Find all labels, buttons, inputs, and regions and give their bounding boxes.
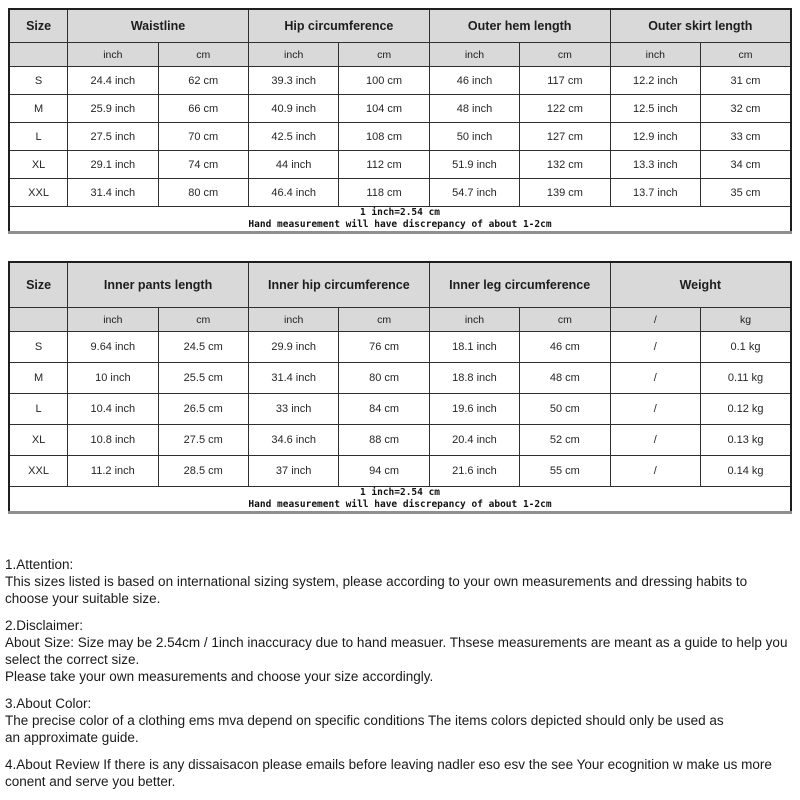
unit-header-cell [9, 308, 68, 332]
measurement-cell: 42.5 inch [248, 123, 338, 151]
unit-header-cell: inch [68, 308, 158, 332]
measurement-cell: 29.9 inch [248, 332, 338, 363]
column-group-header-row [9, 9, 791, 43]
measurement-cell: 18.1 inch [429, 332, 519, 363]
size-label-cell: L [9, 123, 68, 151]
measurement-cell: 10.8 inch [68, 425, 158, 456]
column-group-header: Weight [610, 262, 791, 308]
measurement-cell: 55 cm [520, 456, 610, 487]
measurement-cell: 104 cm [339, 95, 429, 123]
measurement-cell: 31.4 inch [248, 363, 338, 394]
measurement-cell: 46.4 inch [248, 179, 338, 207]
outer-size-table [8, 8, 792, 234]
size-label-cell: S [9, 332, 68, 363]
measurement-cell: 31.4 inch [68, 179, 158, 207]
measurement-cell: 10 inch [68, 363, 158, 394]
unit-header-cell: inch [429, 308, 519, 332]
unit-header-row [9, 43, 791, 67]
note-paragraph [5, 556, 792, 607]
measurement-cell: 27.5 cm [158, 425, 248, 456]
measurement-cell: 46 inch [429, 67, 519, 95]
inner-size-table [8, 261, 792, 514]
column-group-header: Inner hip circumference [248, 262, 429, 308]
unit-header-cell: inch [248, 308, 338, 332]
measurement-cell: 44 inch [248, 151, 338, 179]
note-paragraph [5, 756, 792, 790]
column-group-header: Inner pants length [68, 262, 249, 308]
measurement-cell: 48 cm [520, 363, 610, 394]
measurement-cell: 33 cm [700, 123, 791, 151]
measurement-cell: 139 cm [520, 179, 610, 207]
measurement-cell: 33 inch [248, 394, 338, 425]
conversion-note-line: 1 inch=2.54 cm [359, 207, 441, 218]
note-line: 2.Disclaimer: [5, 618, 84, 633]
measurement-cell: 62 cm [158, 67, 248, 95]
conversion-note-cell [9, 207, 791, 233]
measurement-cell: 25.9 inch [68, 95, 158, 123]
unit-header-cell: inch [610, 43, 700, 67]
notes-section [0, 556, 800, 790]
unit-header-cell: inch [68, 43, 158, 67]
measurement-cell: 94 cm [339, 456, 429, 487]
measurement-cell: 11.2 inch [68, 456, 158, 487]
measurement-cell: 13.3 inch [610, 151, 700, 179]
unit-header-cell: cm [700, 43, 791, 67]
table-spacer [0, 234, 800, 261]
measurement-cell: 112 cm [339, 151, 429, 179]
measurement-cell: 52 cm [520, 425, 610, 456]
measurement-cell: 34.6 inch [248, 425, 338, 456]
measurement-cell: 46 cm [520, 332, 610, 363]
size-label-cell: S [9, 67, 68, 95]
table-row [9, 363, 791, 394]
measurement-cell: 74 cm [158, 151, 248, 179]
measurement-cell: 70 cm [158, 123, 248, 151]
conversion-note-line: Hand measurement will have discrepancy of about 1-2cm [248, 499, 552, 510]
table-row [9, 95, 791, 123]
measurement-cell: 26.5 cm [158, 394, 248, 425]
size-label-cell: XXL [9, 179, 68, 207]
column-group-header: Outer skirt length [610, 9, 791, 43]
measurement-cell: 50 cm [520, 394, 610, 425]
top-spacer [0, 0, 800, 8]
unit-header-row [9, 308, 791, 332]
measurement-cell: 25.5 cm [158, 363, 248, 394]
measurement-cell: 50 inch [429, 123, 519, 151]
column-group-header-row [9, 262, 791, 308]
measurement-cell: / [610, 394, 700, 425]
measurement-cell: 27.5 inch [68, 123, 158, 151]
column-group-header: Hip circumference [248, 9, 429, 43]
conversion-note-line: Hand measurement will have discrepancy of about 1-2cm [248, 219, 552, 230]
unit-header-cell: cm [158, 308, 248, 332]
measurement-cell: 29.1 inch [68, 151, 158, 179]
size-label-cell: XL [9, 425, 68, 456]
measurement-cell: 127 cm [520, 123, 610, 151]
column-group-header: Size [9, 262, 68, 308]
measurement-cell: / [610, 363, 700, 394]
unit-header-cell [9, 43, 68, 67]
measurement-cell: 37 inch [248, 456, 338, 487]
size-label-cell: XXL [9, 456, 68, 487]
measurement-cell: / [610, 425, 700, 456]
measurement-cell: 0.13 kg [700, 425, 791, 456]
measurement-cell: 39.3 inch [248, 67, 338, 95]
measurement-cell: 32 cm [700, 95, 791, 123]
measurement-cell: 12.2 inch [610, 67, 700, 95]
column-group-header: Waistline [68, 9, 249, 43]
measurement-cell: 84 cm [339, 394, 429, 425]
inner-size-table-header [9, 262, 791, 332]
measurement-cell: 34 cm [700, 151, 791, 179]
measurement-cell: 24.4 inch [68, 67, 158, 95]
table-row [9, 67, 791, 95]
measurement-cell: 132 cm [520, 151, 610, 179]
conversion-note-line: 1 inch=2.54 cm [359, 487, 441, 498]
column-group-header: Outer hem length [429, 9, 610, 43]
measurement-cell: 117 cm [520, 67, 610, 95]
measurement-cell: 18.8 inch [429, 363, 519, 394]
table-row [9, 179, 791, 207]
measurement-cell: 40.9 inch [248, 95, 338, 123]
unit-header-cell: cm [158, 43, 248, 67]
unit-header-cell: kg [700, 308, 791, 332]
note-line: This sizes listed is based on international sizing system, please according to your own measurements and dressing habits to choose your suitable size. [5, 574, 748, 606]
note-paragraph [5, 617, 792, 685]
measurement-cell: 31 cm [700, 67, 791, 95]
note-line: an approximate guide. [5, 730, 139, 745]
column-group-header: Inner leg circumference [429, 262, 610, 308]
table-row [9, 151, 791, 179]
measurement-cell: 0.14 kg [700, 456, 791, 487]
measurement-cell: 66 cm [158, 95, 248, 123]
measurement-cell: 20.4 inch [429, 425, 519, 456]
note-line: 1.Attention: [5, 557, 74, 572]
measurement-cell: 88 cm [339, 425, 429, 456]
measurement-cell: 80 cm [158, 179, 248, 207]
measurement-cell: 24.5 cm [158, 332, 248, 363]
note-line: 3.About Color: [5, 696, 92, 711]
measurement-cell: 35 cm [700, 179, 791, 207]
measurement-cell: / [610, 456, 700, 487]
inner-size-table-body [9, 332, 791, 487]
table-row [9, 332, 791, 363]
measurement-cell: 9.64 inch [68, 332, 158, 363]
table-row [9, 456, 791, 487]
measurement-cell: 122 cm [520, 95, 610, 123]
column-group-header: Size [9, 9, 68, 43]
size-label-cell: M [9, 95, 68, 123]
measurement-cell: 108 cm [339, 123, 429, 151]
unit-header-cell: inch [248, 43, 338, 67]
measurement-cell: 19.6 inch [429, 394, 519, 425]
table-row [9, 123, 791, 151]
measurement-cell: 54.7 inch [429, 179, 519, 207]
measurement-cell: 10.4 inch [68, 394, 158, 425]
size-label-cell: XL [9, 151, 68, 179]
inner-size-table-footer [9, 487, 791, 513]
conversion-note-row [9, 207, 791, 233]
note-paragraph [5, 695, 792, 746]
measurement-cell: 80 cm [339, 363, 429, 394]
note-line: Please take your own measurements and choose your size accordingly. [5, 669, 434, 684]
measurement-cell: 28.5 cm [158, 456, 248, 487]
conversion-note-row [9, 487, 791, 513]
measurement-cell: 12.5 inch [610, 95, 700, 123]
unit-header-cell: inch [429, 43, 519, 67]
measurement-cell: 0.12 kg [700, 394, 791, 425]
measurement-cell: 0.1 kg [700, 332, 791, 363]
unit-header-cell: / [610, 308, 700, 332]
unit-header-cell: cm [339, 43, 429, 67]
note-line: conent and serve you better. [5, 774, 176, 789]
outer-size-table-body [9, 67, 791, 207]
unit-header-cell: cm [520, 43, 610, 67]
outer-size-table-footer [9, 207, 791, 233]
note-line: About Size: Size may be 2.54cm / 1inch inaccuracy due to hand measuer. Thsese measurements are meant as a guide to help you select the correct size. [5, 635, 788, 667]
table-row [9, 425, 791, 456]
note-line: 4.About Review If there is any dissaisacon please emails before leaving nadler eso esv the see Your ecognition w make us more [5, 757, 772, 772]
measurement-cell: 48 inch [429, 95, 519, 123]
measurement-cell: 13.7 inch [610, 179, 700, 207]
measurement-cell: 76 cm [339, 332, 429, 363]
measurement-cell: 100 cm [339, 67, 429, 95]
size-label-cell: L [9, 394, 68, 425]
measurement-cell: 118 cm [339, 179, 429, 207]
measurement-cell: 21.6 inch [429, 456, 519, 487]
measurement-cell: 12.9 inch [610, 123, 700, 151]
unit-header-cell: cm [520, 308, 610, 332]
measurement-cell: 0.11 kg [700, 363, 791, 394]
outer-size-table-header [9, 9, 791, 67]
unit-header-cell: cm [339, 308, 429, 332]
measurement-cell: / [610, 332, 700, 363]
table-row [9, 394, 791, 425]
measurement-cell: 51.9 inch [429, 151, 519, 179]
note-line: The precise color of a clothing ems mva depend on specific conditions The items colors depicted should only be used as [5, 713, 724, 728]
conversion-note-cell [9, 487, 791, 513]
size-label-cell: M [9, 363, 68, 394]
